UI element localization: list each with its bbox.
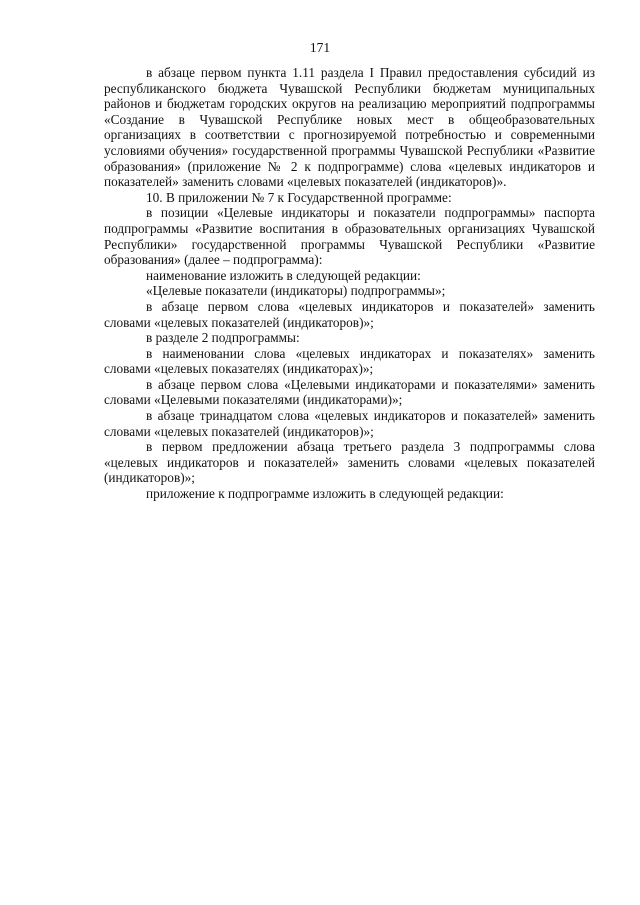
paragraph-passport-position: в позиции «Целевые индикаторы и показатели подпрограммы» паспорта подпрограммы «Развитие воспитания в образовательных организациях Чувашской Республики» государственной программы Чувашской Республики «Развитие образования» (далее – подпрограмма): (104, 205, 595, 268)
paragraph-new-title: «Целевые показатели (индикаторы) подпрограммы»; (146, 283, 446, 299)
paragraph-name-edition: наименование изложить в следующей редакции: (146, 267, 421, 283)
paragraph-section-3: в первом предложении абзаца третьего раздела 3 подпрограммы слова «целевых индикаторов и показателей» заменить словами «целевых показателей (индикаторов)»; (104, 439, 595, 486)
page-number: 171 (309, 40, 331, 55)
document-body (104, 65, 595, 502)
paragraph-first-abzac: в абзаце первом слова «целевых индикаторов и показателей» заменить словами «целевых показателей (индикаторов)»; (104, 298, 595, 330)
paragraph-appendix-edition: приложение к подпрограмме изложить в следующей редакции: (146, 486, 504, 502)
paragraph-subsidy-rules: в абзаце первом пункта 1.11 раздела I Правил предоставления субсидий из республиканского бюджета Чувашской Республики бюджетам муниципальных районов и бюджетам городских округов на реализацию мероприятий подпрограммы «Создание в Чувашской Республике новых мест в общеобразовательных организациях в соответствии с прогнозируемой потребностью и современными условиями обучения» государственной программы Чувашской Республики «Развитие образования» (приложение № 2 к подпрограмме) слова «целевых индикаторов и показателей» заменить словами «целевых показателей (индикаторов)». (104, 65, 595, 190)
paragraph-section-2: в разделе 2 подпрограммы: (146, 330, 300, 346)
paragraph-section-2-thirteenth: в абзаце тринадцатом слова «целевых индикаторов и показателей» заменить словами «целевых показателей (индикаторов)»; (104, 408, 595, 439)
paragraph-appendix-7: 10. В приложении № 7 к Государственной программе: (146, 189, 452, 205)
paragraph-section-2-first: в абзаце первом слова «Целевыми индикаторами и показателями» заменить словами «Целевыми показателями (индикаторами)»; (104, 376, 595, 408)
paragraph-section-2-name: в наименовании слова «целевых индикаторах и показателях» заменить словами «целевых показателях (индикаторах)»; (104, 345, 595, 377)
